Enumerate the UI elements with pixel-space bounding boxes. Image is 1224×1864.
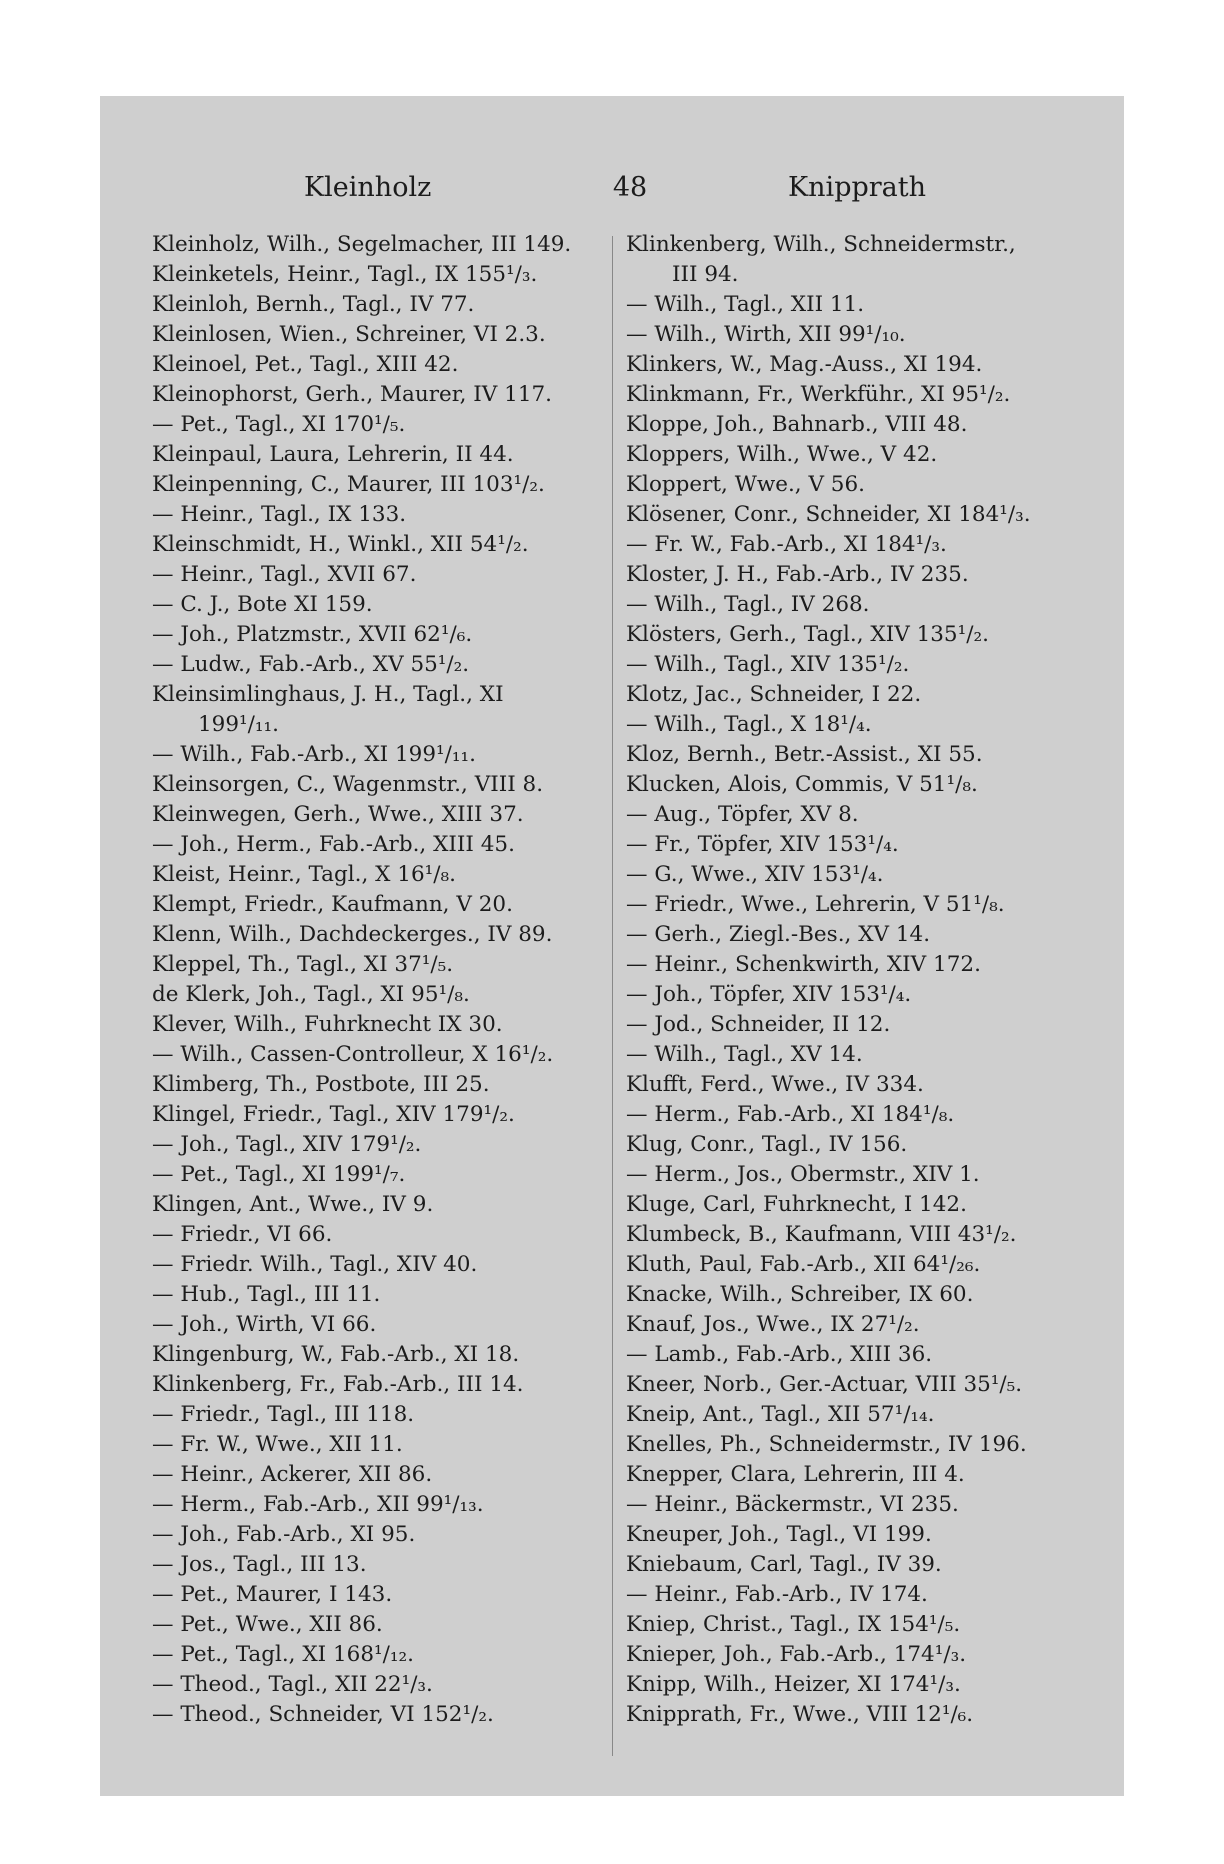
directory-entry: de Klerk, Joh., Tagl., XI 95¹/₈.	[152, 982, 470, 1007]
right-column	[626, 230, 1086, 1730]
header-right-keyword: Knipprath	[788, 172, 927, 203]
directory-entry: Kloppe, Joh., Bahnarb., VIII 48.	[626, 412, 968, 437]
directory-entry: Klimberg, Th., Postbote, III 25.	[152, 1072, 490, 1097]
directory-entry: — C. J., Bote XI 159.	[152, 592, 373, 617]
directory-entry: Knelles, Ph., Schneidermstr., IV 196.	[626, 1432, 1027, 1457]
directory-entry: Kleinsorgen, C., Wagenmstr., VIII 8.	[152, 772, 544, 797]
directory-entry: — Aug., Töpfer, XV 8.	[626, 802, 859, 827]
directory-entry: Kneer, Norb., Ger.-Actuar, VIII 35¹/₅.	[626, 1372, 1023, 1397]
directory-entry: — Joh., Fab.-Arb., XI 95.	[152, 1522, 416, 1547]
directory-entry: Kleinophorst, Gerh., Maurer, IV 117.	[152, 382, 553, 407]
directory-entry: Kloppers, Wilh., Wwe., V 42.	[626, 442, 938, 467]
directory-entry: — Herm., Fab.-Arb., XI 184¹/₈.	[626, 1102, 955, 1127]
directory-entry: Klinkmann, Fr., Werkführ., XI 95¹/₂.	[626, 382, 1011, 407]
directory-entry: Klösener, Conr., Schneider, XI 184¹/₃.	[626, 502, 1031, 527]
directory-entry: — Theod., Tagl., XII 22¹/₃.	[152, 1672, 433, 1697]
directory-entry: — Gerh., Ziegl.-Bes., XV 14.	[626, 922, 931, 947]
directory-entry: Klenn, Wilh., Dachdeckerges., IV 89.	[152, 922, 553, 947]
directory-entry: Kluth, Paul, Fab.-Arb., XII 64¹/₂₆.	[626, 1252, 981, 1277]
directory-entry: — Wilh., Tagl., XIV 135¹/₂.	[626, 652, 910, 677]
left-column	[152, 230, 592, 1730]
directory-entry: — Pet., Tagl., XI 199¹/₇.	[152, 1162, 406, 1187]
directory-entry: Klinkenberg, Fr., Fab.-Arb., III 14.	[152, 1372, 524, 1397]
directory-entry: Kneip, Ant., Tagl., XII 57¹/₁₄.	[626, 1402, 935, 1427]
directory-entry: Klösters, Gerh., Tagl., XIV 135¹/₂.	[626, 622, 989, 647]
page-header	[100, 172, 1124, 212]
directory-entry: — Fr. W., Fab.-Arb., XI 184¹/₃.	[626, 532, 947, 557]
directory-entry: — Pet., Wwe., XII 86.	[152, 1612, 383, 1637]
directory-entry: Kleinketels, Heinr., Tagl., IX 155¹/₃.	[152, 262, 538, 287]
directory-entry: — Friedr., Wwe., Lehrerin, V 51¹/₈.	[626, 892, 1005, 917]
header-left-keyword: Kleinholz	[304, 172, 432, 203]
directory-entry: Knieper, Joh., Fab.-Arb., 174¹/₃.	[626, 1642, 967, 1667]
directory-entry: — Heinr., Bäckermstr., VI 235.	[626, 1492, 959, 1517]
directory-entry: 199¹/₁₁.	[198, 712, 279, 737]
directory-entry: — Joh., Herm., Fab.-Arb., XIII 45.	[152, 832, 515, 857]
directory-entry: — Fr. W., Wwe., XII 11.	[152, 1432, 403, 1457]
directory-entry: — Joh., Wirth, VI 66.	[152, 1312, 377, 1337]
directory-entry: — Joh., Tagl., XIV 179¹/₂.	[152, 1132, 422, 1157]
directory-entry: — Theod., Schneider, VI 152¹/₂.	[152, 1702, 494, 1727]
directory-entry: — Joh., Platzmstr., XVII 62¹/₆.	[152, 622, 473, 647]
directory-entry: Klug, Conr., Tagl., IV 156.	[626, 1132, 908, 1157]
directory-entry: — Joh., Töpfer, XIV 153¹/₄.	[626, 982, 912, 1007]
directory-entry: Klingel, Friedr., Tagl., XIV 179¹/₂.	[152, 1102, 515, 1127]
directory-entry: — Fr., Töpfer, XIV 153¹/₄.	[626, 832, 899, 857]
column-divider	[612, 236, 613, 1756]
directory-entry: Klotz, Jac., Schneider, I 22.	[626, 682, 922, 707]
page-number: 48	[612, 172, 648, 203]
directory-entry: Klempt, Friedr., Kaufmann, V 20.	[152, 892, 513, 917]
directory-entry: Kleinholz, Wilh., Segelmacher, III 149.	[152, 232, 572, 257]
directory-entry: Klucken, Alois, Commis, V 51¹/₈.	[626, 772, 978, 797]
directory-entry: Klufft, Ferd., Wwe., IV 334.	[626, 1072, 924, 1097]
directory-entry: — Wilh., Tagl., XV 14.	[626, 1042, 863, 1067]
directory-entry: — Herm., Jos., Obermstr., XIV 1.	[626, 1162, 980, 1187]
directory-entry: Kleppel, Th., Tagl., XI 37¹/₅.	[152, 952, 454, 977]
directory-entry: — Heinr., Tagl., XVII 67.	[152, 562, 417, 587]
directory-entry: — Wilh., Tagl., IV 268.	[626, 592, 870, 617]
directory-entry: Kloppert, Wwe., V 56.	[626, 472, 865, 497]
directory-entry: — Pet., Maurer, I 143.	[152, 1582, 393, 1607]
directory-entry: Kleist, Heinr., Tagl., X 16¹/₈.	[152, 862, 456, 887]
directory-entry: — Pet., Tagl., XI 168¹/₁₂.	[152, 1642, 414, 1667]
directory-entry: Kleinschmidt, H., Winkl., XII 54¹/₂.	[152, 532, 529, 557]
scanned-page	[100, 96, 1124, 1796]
directory-entry: Kniebaum, Carl, Tagl., IV 39.	[626, 1552, 942, 1577]
directory-entry: — Wilh., Wirth, XII 99¹/₁₀.	[626, 322, 906, 347]
directory-entry: Kloz, Bernh., Betr.-Assist., XI 55.	[626, 742, 983, 767]
directory-entry: Kleinloh, Bernh., Tagl., IV 77.	[152, 292, 475, 317]
directory-entry: — Wilh., Fab.-Arb., XI 199¹/₁₁.	[152, 742, 476, 767]
directory-entry: — Wilh., Tagl., X 18¹/₄.	[626, 712, 872, 737]
directory-entry: Kneuper, Joh., Tagl., VI 199.	[626, 1522, 932, 1547]
directory-entry: — Wilh., Tagl., XII 11.	[626, 292, 865, 317]
directory-entry: Kleinlosen, Wien., Schreiner, VI 2.3.	[152, 322, 546, 347]
directory-entry: — Pet., Tagl., XI 170¹/₅.	[152, 412, 406, 437]
directory-entry: — Heinr., Ackerer, XII 86.	[152, 1462, 433, 1487]
directory-entry: Klingen, Ant., Wwe., IV 9.	[152, 1192, 434, 1217]
directory-entry: — G., Wwe., XIV 153¹/₄.	[626, 862, 884, 887]
directory-entry: — Jos., Tagl., III 13.	[152, 1552, 367, 1577]
directory-entry: Kleinwegen, Gerh., Wwe., XIII 37.	[152, 802, 524, 827]
directory-entry: Kluge, Carl, Fuhrknecht, I 142.	[626, 1192, 967, 1217]
directory-entry: Knepper, Clara, Lehrerin, III 4.	[626, 1462, 965, 1487]
directory-entry: Kleinsimlinghaus, J. H., Tagl., XI	[152, 682, 504, 707]
directory-entry: — Herm., Fab.-Arb., XII 99¹/₁₃.	[152, 1492, 484, 1517]
directory-entry: — Wilh., Cassen-Controlleur, X 16¹/₂.	[152, 1042, 554, 1067]
directory-entry: — Heinr., Schenkwirth, XIV 172.	[626, 952, 981, 977]
directory-entry: — Friedr. Wilh., Tagl., XIV 40.	[152, 1252, 478, 1277]
directory-entry: Klingenburg, W., Fab.-Arb., XI 18.	[152, 1342, 520, 1367]
directory-entry: — Heinr., Tagl., IX 133.	[152, 502, 407, 527]
directory-entry: — Heinr., Fab.-Arb., IV 174.	[626, 1582, 928, 1607]
directory-entry: III 94.	[672, 262, 739, 287]
directory-entry: Kleinpenning, C., Maurer, III 103¹/₂.	[152, 472, 545, 497]
directory-entry: Klinkers, W., Mag.-Auss., XI 194.	[626, 352, 983, 377]
directory-entry: — Friedr., VI 66.	[152, 1222, 333, 1247]
directory-entry: Kleinoel, Pet., Tagl., XIII 42.	[152, 352, 459, 377]
directory-entry: Kleinpaul, Laura, Lehrerin, II 44.	[152, 442, 514, 467]
directory-entry: Klumbeck, B., Kaufmann, VIII 43¹/₂.	[626, 1222, 1017, 1247]
directory-entry: — Friedr., Tagl., III 118.	[152, 1402, 415, 1427]
directory-entry: Kniep, Christ., Tagl., IX 154¹/₅.	[626, 1612, 961, 1637]
directory-entry: — Jod., Schneider, II 12.	[626, 1012, 891, 1037]
directory-entry: Knacke, Wilh., Schreiber, IX 60.	[626, 1282, 974, 1307]
directory-entry: Knipprath, Fr., Wwe., VIII 12¹/₆.	[626, 1702, 974, 1727]
directory-entry: Klinkenberg, Wilh., Schneidermstr.,	[626, 232, 1016, 257]
directory-entry: Knipp, Wilh., Heizer, XI 174¹/₃.	[626, 1672, 961, 1697]
directory-entry: Knauf, Jos., Wwe., IX 27¹/₂.	[626, 1312, 920, 1337]
directory-entry: — Ludw., Fab.-Arb., XV 55¹/₂.	[152, 652, 470, 677]
directory-entry: — Hub., Tagl., III 11.	[152, 1282, 381, 1307]
directory-entry: Klever, Wilh., Fuhrknecht IX 30.	[152, 1012, 503, 1037]
directory-entry: Kloster, J. H., Fab.-Arb., IV 235.	[626, 562, 969, 587]
directory-entry: — Lamb., Fab.-Arb., XIII 36.	[626, 1342, 933, 1367]
